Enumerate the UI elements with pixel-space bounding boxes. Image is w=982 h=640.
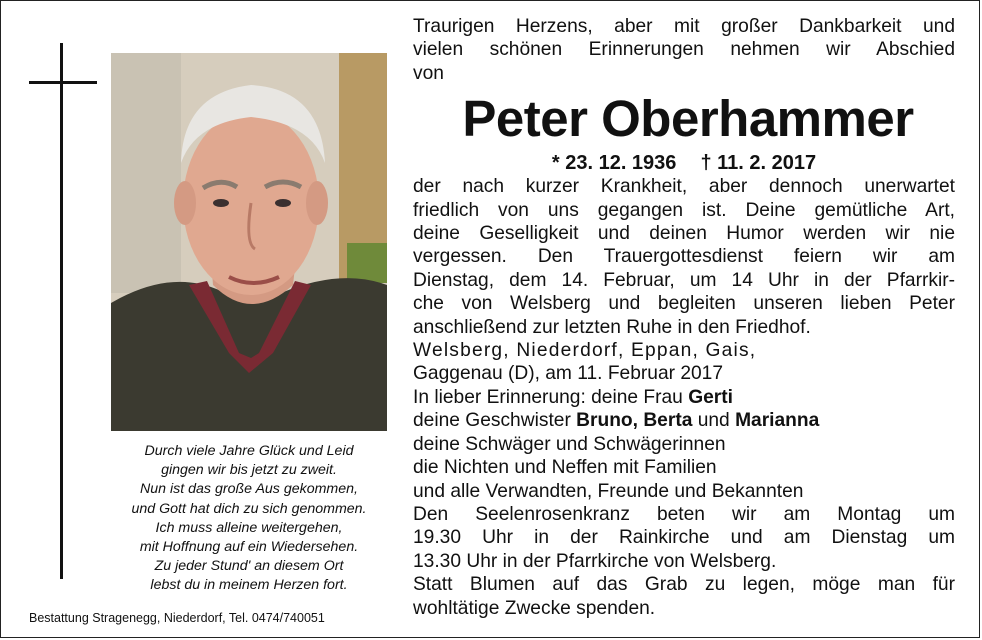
portrait-photo xyxy=(111,53,387,431)
mourners-line: und alle Verwandten, Freunde und Bekannten xyxy=(413,480,804,502)
poem-line: Zu jeder Stund' an diesem Ort xyxy=(154,558,344,575)
place-line: Welsberg, Niederdorf, Eppan, Gais, xyxy=(413,340,757,362)
poem-line: Nun ist das große Aus gekommen, xyxy=(140,481,358,498)
rosary-line: 13.30 Uhr in der Pfarrkirche von Welsberg. xyxy=(413,550,777,572)
body-line: der nach kurzer Krankheit, aber dennoch unerwartet xyxy=(413,176,955,198)
mourners-line: die Nichten und Neffen mit Familien xyxy=(413,457,717,479)
flowers-line: Statt Blumen auf das Grab zu legen, möge man für xyxy=(413,574,955,596)
rosary-line: Den Seelenrosenkranz beten wir am Montag um xyxy=(413,503,955,525)
poem-line: Durch viele Jahre Glück und Leid xyxy=(144,443,354,459)
life-dates xyxy=(413,151,955,175)
funeral-home-footer: Bestattung Stragenegg, Niederdorf, Tel. 0474/740051 xyxy=(29,611,325,625)
poem xyxy=(111,442,387,596)
poem-line: und Gott hat dich zu sich genommen. xyxy=(131,500,367,517)
mourners-siblings-and: und xyxy=(692,410,736,432)
mourners-siblings-last: Marianna xyxy=(735,410,820,432)
poem-line: lebst du in meinem Herzen fort. xyxy=(150,577,348,594)
deceased-name: Peter Oberhammer xyxy=(462,90,914,148)
rosary-line: 19.30 Uhr in der Rainkirche und am Dienstag um xyxy=(413,527,955,549)
body-line: deine Geselligkeit und deinen Humor werden wir nie xyxy=(413,223,955,245)
body-line: friedlich von uns gegangen ist. Deine gemütliche Art, xyxy=(413,199,955,221)
mourners-line: deine Schwäger und Schwägerinnen xyxy=(413,433,726,455)
mourners-siblings-names: Bruno, Berta xyxy=(576,410,693,432)
intro-line: Traurigen Herzens, aber mit großer Dankbarkeit und xyxy=(413,16,955,37)
mourners-siblings-prefix: deine Geschwister xyxy=(413,410,577,432)
obituary-text xyxy=(413,15,955,620)
body-line: anschließend zur letzten Ruhe in den Friedhof. xyxy=(413,316,811,338)
body-line: Dienstag, dem 14. Februar, um 14 Uhr in der Pfarrkir- xyxy=(413,269,955,291)
intro-line: von xyxy=(413,62,444,84)
death-date: † 11. 2. 2017 xyxy=(700,152,817,175)
mourners-wife-prefix: In lieber Erinnerung: deine Frau xyxy=(413,386,689,408)
mourners-wife-name: Gerti xyxy=(688,386,733,408)
poem-line: mit Hoffnung auf ein Wiedersehen. xyxy=(139,539,359,556)
cross-icon-horizontal xyxy=(29,81,97,84)
place-line: Gaggenau (D), am 11. Februar 2017 xyxy=(413,363,724,385)
cross-icon-vertical xyxy=(60,43,63,579)
mourners-siblings xyxy=(413,409,955,432)
flowers-line: wohltätige Zwecke spenden. xyxy=(413,597,656,619)
poem-line: gingen wir bis jetzt zu zweit. xyxy=(161,462,337,479)
body-line: che von Welsberg und begleiten unseren lieben Peter xyxy=(413,293,955,315)
intro-line: vielen schönen Erinnerungen nehmen wir Abschied xyxy=(413,39,955,61)
body-line: vergessen. Den Trauergottesdienst feiern wir am xyxy=(413,246,955,268)
mourners-wife xyxy=(413,386,955,409)
poem-line: Ich muss alleine weitergehen, xyxy=(155,519,343,536)
birth-date: * 23. 12. 1936 xyxy=(551,152,677,175)
